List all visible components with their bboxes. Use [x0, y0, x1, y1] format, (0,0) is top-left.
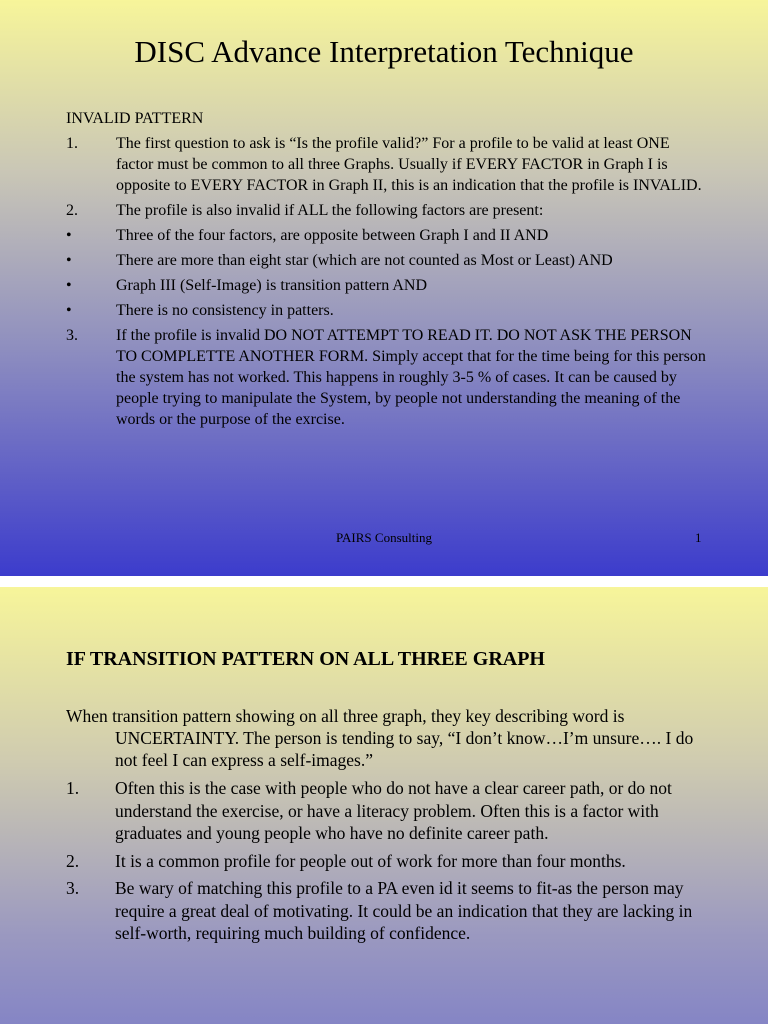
- list-item: [66, 850, 706, 873]
- list-item: [66, 275, 706, 296]
- list-marker: 2.: [66, 202, 78, 219]
- list-item-text: It is a common profile for people out of work for more than four months.: [115, 850, 626, 871]
- list-item: [66, 777, 706, 845]
- list-marker: 1.: [66, 135, 78, 152]
- list-item: [66, 300, 706, 321]
- list-item-text: Be wary of matching this profile to a PA even id it seems to fit-as the person may require a great deal of motivating. It could be an indication that they are lacking in self-worth, requiring much building of confidence.: [115, 878, 693, 943]
- slide-1-subhead: INVALID PATTERN: [66, 110, 204, 127]
- bullet-marker: •: [66, 252, 72, 269]
- list-item-text: Often this is the case with people who do not have a clear career path, or do not understand the exercise, or have a literacy problem. Often this is a factor with graduates and young people who have no definite career path.: [115, 778, 672, 843]
- list-item-text: If the profile is invalid DO NOT ATTEMPT TO READ IT. DO NOT ASK THE PERSON TO COMPLETTE ANOTHER FORM. Simply accept that for the time being for this person the system has not worked. This happens in roughly 3-5 % of cases. It can be caused by people trying to manipulate the System, by people not understanding the meaning of the words or the purpose of the exrcise.: [116, 327, 706, 428]
- list-marker: 3.: [66, 327, 78, 344]
- list-item: [66, 877, 706, 945]
- slide-2-intro: When transition pattern showing on all three graph, they key describing word is UNCERTAINTY. The person is tending to say, “I don’t know…I’m unsure…. I do not feel I can express a self-images.”: [66, 706, 694, 770]
- slide-2-title: IF TRANSITION PATTERN ON ALL THREE GRAPH: [66, 648, 545, 670]
- list-item-text: The profile is also invalid if ALL the following factors are present:: [116, 202, 544, 219]
- list-item: [66, 325, 706, 430]
- slide-1-page-number: 1: [695, 530, 702, 545]
- list-item: [66, 133, 706, 196]
- bullet-marker: •: [66, 277, 72, 294]
- list-item-text: There is no consistency in patters.: [116, 302, 334, 319]
- list-marker: 1.: [66, 778, 80, 798]
- list-item: [66, 200, 706, 221]
- list-item-text: Three of the four factors, are opposite between Graph I and II AND: [116, 227, 549, 244]
- list-marker: 3.: [66, 878, 80, 898]
- slide-1-title: DISC Advance Interpretation Technique: [134, 34, 634, 69]
- slide-1-list: [66, 133, 706, 434]
- list-item-text: The first question to ask is “Is the profile valid?” For a profile to be valid at least ONE factor must be common to all three Graphs. Usually if EVERY FACTOR in Graph I is opposite to EVERY FACTOR in Graph II, this is an indication that the profile is INVALID.: [116, 135, 702, 194]
- bullet-marker: •: [66, 302, 72, 319]
- bullet-marker: •: [66, 227, 72, 244]
- list-marker: 2.: [66, 850, 80, 871]
- slide-1-footer: PAIRS Consulting: [336, 530, 432, 545]
- list-item: [66, 225, 706, 246]
- slide-2-list: [66, 777, 706, 950]
- list-item-text: There are more than eight star (which are not counted as Most or Least) AND: [116, 252, 613, 269]
- list-item-text: Graph III (Self-Image) is transition pattern AND: [116, 277, 428, 294]
- list-item: [66, 250, 706, 271]
